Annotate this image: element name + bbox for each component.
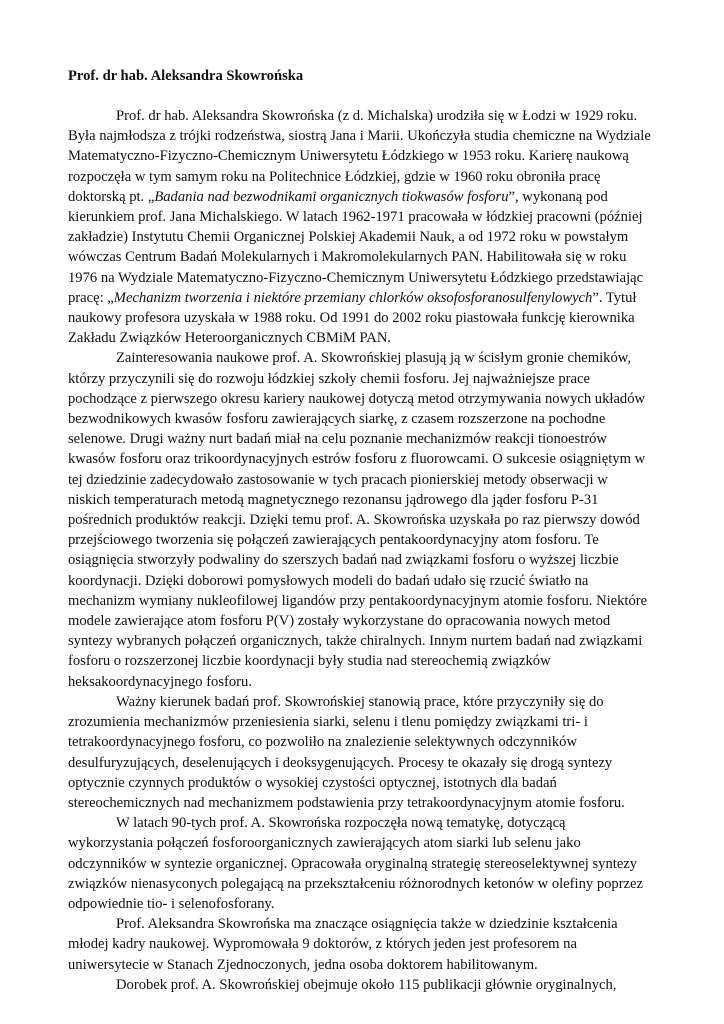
text-segment: Ważny kierunek badań prof. Skowrońskiej stanowią prace, które przyczyniły się do zrozumienia mechanizmów przeniesienia siarki, selenu i tlenu pomiędzy związkami tri- i tetrakoordynacyjnego fosforu, co pozwoliło na znalezienie selektywnych odczynników desulfuryzujących, deselenujących i deoksygenujących. Procesy te okazały się drogą syntezy optycznie czynnych produktów o wysokiej czystości optycznej, istotnych dla badań stereochemicznych nad mechanizmem podstawienia przy tetrakoordynacyjnym atomie fosforu. — [68, 693, 625, 811]
text-segment: Dorobek prof. A. Skowrońskiej obejmuje około 115 publikacji głównie oryginalnych, — [116, 976, 617, 993]
document-page — [68, 66, 652, 995]
text-segment: W latach 90-tych prof. A. Skowrońska rozpoczęła nową tematykę, dotyczącą wykorzystania połączeń fosforoorganicznych zawierających atom siarki lub selenu jako odczynników w syntezie organicznej. Opracowała oryginalną strategię stereoselektywnej syntezy związków nienasyconych polegającą na przekształceniu różnorodnych ketonów w olefiny poprzez odpowiednie tio- i selenofosforany. — [68, 815, 643, 912]
paragraph-teaching — [68, 914, 652, 975]
text-segment: Prof. Aleksandra Skowrońska ma znaczące osiągnięcia także w dziedzinie kształcenia młodej kadry naukowej. Wypromowała 9 doktorów, z których jeden jest profesorem na uniwersytecie w Stanach Zjednoczonych, jedna osoba doktorem habilitowanym. — [68, 916, 618, 973]
paragraph-publications — [68, 975, 652, 995]
text-segment: ”. Tytuł naukowy profesora uzyskała w 1988 roku. Od 1991 do 2002 roku piastowała funkcję kierownika Zakładu Związków Heteroorganicznych CBMiM PAN. — [68, 289, 637, 347]
text-segment: Prof. dr hab. Aleksandra Skowrońska (z d. Michalska) urodziła się w Łodzi w 1929 roku. Była najmłodsza z trójki rodzeństwa, siostrą Jana i Marii. Ukończyła studia chemiczne na Wydziale Matematyczno-Fizyczno-Chemicznym Uniwersytetu Łódzkiego w 1953 roku. Karierę naukową rozpoczęła w tym samym roku na Politechnice Łódzkiej, gdzie w 1960 roku obroniła pracę doktorską pt. „ — [68, 108, 651, 205]
text-segment: Zainteresowania naukowe prof. A. Skowrońskiej plasują ją w ścisłym gronie chemików, którzy przyczynili się do rozwoju łódzkiej szkoły chemii fosforu. Jej najważniejsze prace pochodzące z pierwszego okresu kariery naukowej dotyczą metod otrzymywania nowych układów bezwodnikowych kwasów fosforu zawierających siarkę, z czasem rozszerzone na pochodne selenowe. Drugi ważny nurt badań miał na celu poznanie mechanizmów reakcji tionoestrów kwasów fosforu oraz trikoordynacyjnych estrów fosforu z fluorowcami. O sukcesie osiągniętym w tej dziedzinie zadecydowało zastosowanie w tych pracach pionierskiej metody obserwacji w niskich temperaturach metodą magnetycznego rezonansu jądrowego dla jąder fosforu P-31 pośrednich produktów reakcji. Dzięki temu prof. A. Skowrońska uzyskała po raz pierwszy dowód przejściowego tworzenia się połączeń zawierających pentakoordynacyjny atom fosforu. Te osiągnięcia stworzyły podwaliny do szerszych badań nad związkami fosforu o wyższej liczbie koordynacji. Dzięki doborowi pomysłowych modeli do badań udało się rzucić światło na mechanizm wymiany nukleofilowej ligandów przy pentakoordynacyjnym atomie fosforu. Niektóre modele zawierające atom fosforu P(V) zostały wykorzystane do opracowania nowych metod syntezy wybranych połączeń organicznych, także chiralnych. Innym nurtem badań nad związkami fosforu o rozszerzonej liczbie koordynacji były studia nad stereochemią związków heksakoordynacyjnego fosforu. — [68, 350, 648, 690]
thesis-title: Badania nad bezwodnikami organicznych tiokwasów fosforu — [154, 188, 509, 205]
habilitation-title: Mechanizm tworzenia i niektóre przemiany chlorków oksofosforanosulfenylowych — [113, 289, 593, 306]
document-title: Prof. dr hab. Aleksandra Skowrońska — [68, 68, 304, 84]
paragraph-research-interests — [68, 348, 652, 691]
paragraph-nineties-work — [68, 813, 652, 914]
paragraph-research-direction — [68, 692, 652, 813]
paragraph-biography — [68, 106, 652, 348]
text-segment: ”, wykonaną pod kierunkiem prof. Jana Michalskiego. W latach 1962-1971 pracowała w łódzkiej pracowni (później zakładzie) Instytutu Chemii Organicznej Polskiej Akademii Nauk, a od 1972 roku w powstałym wówczas Centrum Badań Molekularnych i Makromolekularnych PAN. Habilitowała się w roku 1976 na Wydziale Matematyczno-Fizyczno-Chemicznym Uniwersytetu Łódzkiego przedstawiając pracę: „ — [68, 188, 644, 306]
